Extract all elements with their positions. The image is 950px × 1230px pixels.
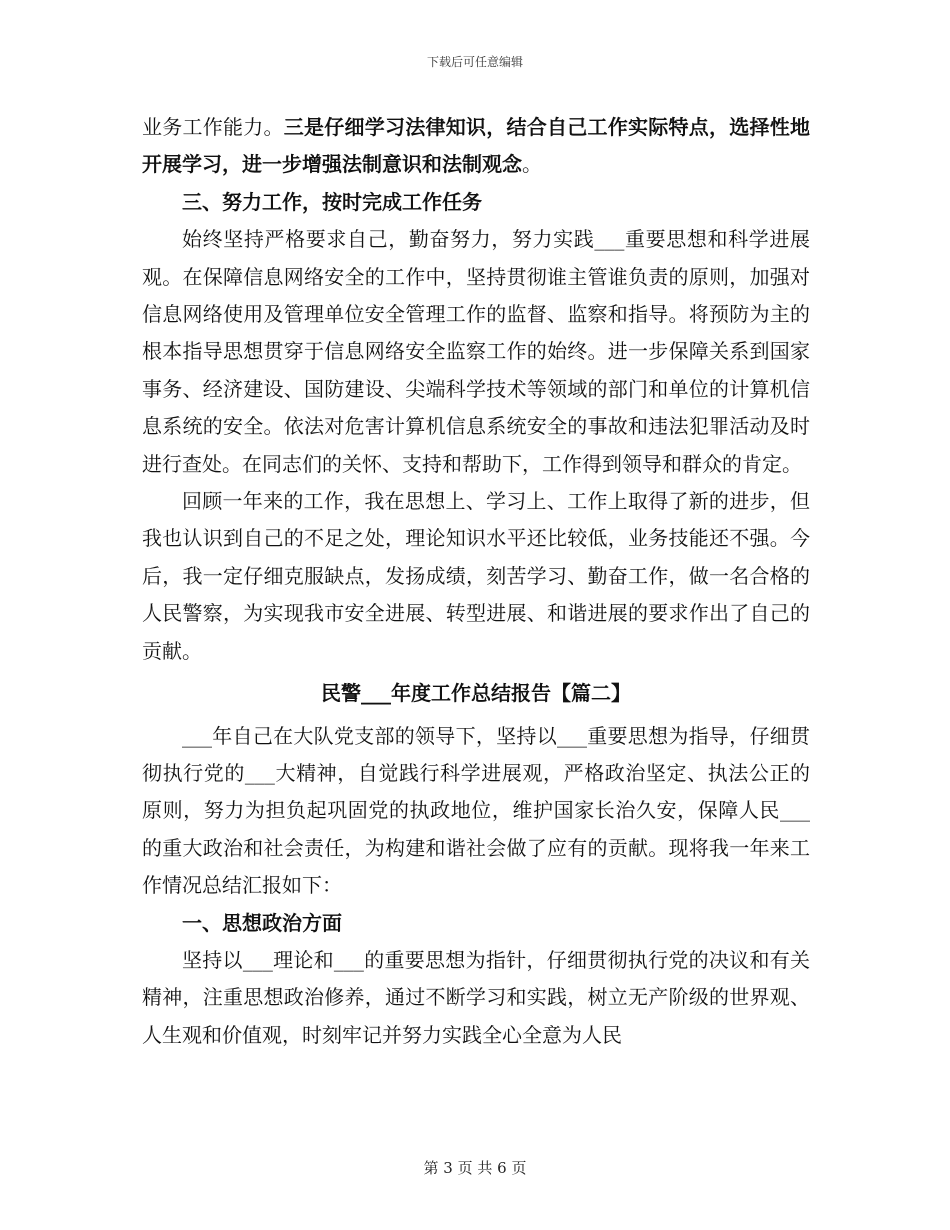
document-body [142,109,810,1054]
paragraph-1-end: 。 [522,152,542,177]
paragraph-4: ___年自己在大队党支部的领导下，坚持以___重要思想为指导，仔细贯彻执行党的___大精神，自觉践行科学进展观，严格政治坚定、执法公正的原则，努力为担负起巩固党的执政地位，维护国家长治久安，保障人民___的重大政治和社会责任，为构建和谐社会做了应有的贡献。现将我一年来工作情况总结汇报如下： [142,723,810,898]
paragraph-1-bold-text: 三是仔细学习法律知识，结合自己工作实际特点，选择性地开展学习，进一步增强法制意识和法制观念 [142,115,810,177]
section-heading-3: 三、努力工作，按时完成工作任务 [182,189,482,214]
paragraph-1 [142,109,810,184]
page-footer: 第 3 页 共 6 页 [423,1159,527,1177]
paragraph-1-text: 业务工作能力。 [142,115,284,139]
paragraph-3: 回顾一年来的工作，我在思想上、学习上、工作上取得了新的进步，但我也认识到自己的不足之处，理论知识水平还比较低，业务技能还不强。今后，我一定仔细克服缺点，发扬成绩，刻苦学习、勤奋工作，做一名合格的人民警察，为实现我市安全进展、转型进展、和谐进展的要求作出了自己的贡献。 [142,489,810,663]
paragraph-5: 坚持以___理论和___的重要思想为指针，仔细贯彻执行党的决议和有关精神，注重思想政治修养，通过不断学习和实践，树立无产阶级的世界观、人生观和价值观，时刻牢记并努力实践全心全意为人民 [142,947,810,1047]
report-title: 民警___年度工作总结报告【篇二】 [321,681,631,706]
section-heading-1: 一、思想政治方面 [182,910,342,935]
paragraph-2: 始终坚持严格要求自己，勤奋努力，努力实践___重要思想和科学进展观。在保障信息网络安全的工作中，坚持贯彻谁主管谁负责的原则，加强对信息网络使用及管理单位安全管理工作的监督、监察和指导。将预防为主的根本指导思想贯穿于信息网络安全监察工作的始终。进一步保障关系到国家事务、经济建设、国防建设、尖端科学技术等领域的部门和单位的计算机信息系统的安全。依法对危害计算机信息系统安全的事故和违法犯罪活动及时进行查处。在同志们的关怀、支持和帮助下，工作得到领导和群众的肯定。 [142,227,810,476]
page-header: 下载后可任意编辑 [426,55,523,69]
